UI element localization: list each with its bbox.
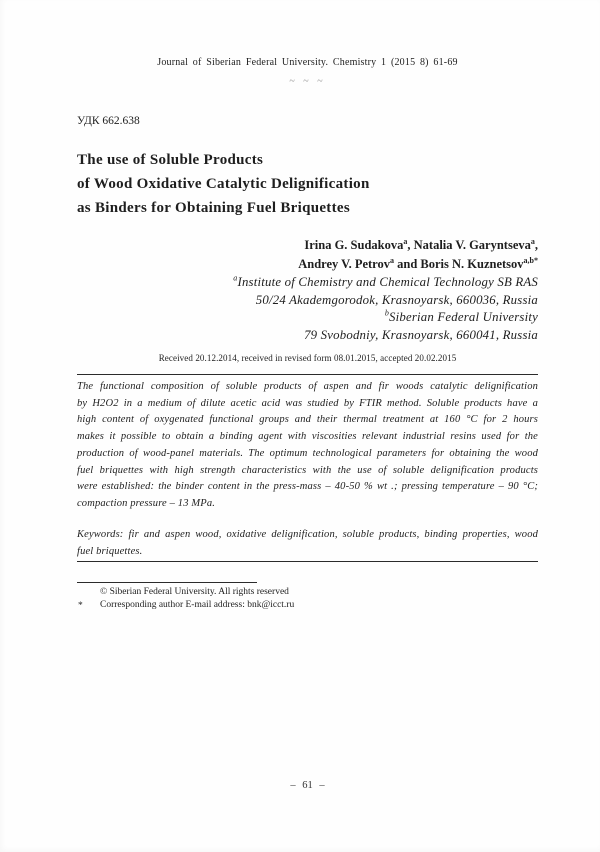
keywords-block — [77, 527, 538, 560]
author-name: Boris N. Kuznetsov — [420, 257, 524, 271]
footnote-copyright — [77, 586, 538, 599]
authors-line-1 — [77, 236, 538, 255]
tilde-separator: ~ ~ ~ — [289, 76, 326, 87]
abstract-line: compaction pressure – 13 MPa. — [77, 497, 216, 509]
affiliation-superscript: b — [384, 308, 390, 318]
abstract-line: high content of oxygenated functional groups and their thermal treatment at 160 °C for 2 hours — [77, 414, 538, 426]
affiliation-a-address: 50/24 Akademgorodok, Krasnoyarsk, 660036, Russia — [255, 292, 538, 307]
received-dates-line: Received 20.12.2014, received in revised form 08.01.2015, accepted 20.02.2015 — [158, 353, 457, 363]
page-number: – 61 – — [290, 780, 325, 791]
author-separator: , — [407, 238, 414, 252]
abstract-line: The functional composition of soluble products of aspen and fir woods catalytic delignification — [77, 381, 538, 392]
journal-header-line: Journal of Siberian Federal University. Chemistry 1 (2015 8) 61-69 — [157, 57, 458, 68]
page-content — [77, 0, 538, 852]
abstract-bottom-rule — [77, 561, 538, 562]
footnote-separator-rule — [77, 582, 257, 583]
abstract-line: were established: the binder content in the press-mass – 40-50 % wt .; pressing temperature – 90 °C; — [77, 481, 538, 493]
footnote-corresponding — [77, 599, 538, 612]
affiliation-b-name — [77, 309, 538, 327]
affiliation-a-name — [77, 274, 538, 292]
authors-line-2 — [77, 255, 538, 274]
abstract-line: fuel briquettes with high strength characteristics with the use of soluble delignification products — [77, 464, 538, 476]
authors-block — [77, 236, 538, 274]
abstract-line: makes it possible to obtain a binding agent with viscosities relevant industrial resins used for the — [77, 431, 538, 443]
abstract-line: production of wood-panel materials. The optimum technological parameters for obtaining the wood — [77, 447, 538, 459]
footnote-asterisk: * — [78, 600, 83, 611]
udc-code: УДК 662.638 — [77, 115, 140, 127]
abstract-text — [77, 379, 538, 513]
author-superscript: a — [390, 255, 395, 265]
keywords-line: fuel briquettes. — [77, 545, 143, 557]
affiliation-b-address: 79 Svobodniy, Krasnoyarsk, 660041, Russia — [304, 327, 538, 342]
paper-title — [77, 148, 538, 220]
footnote-copyright-text: © Siberian Federal University. All rights reserved — [100, 587, 289, 597]
author-name: Irina G. Sudakova — [304, 238, 404, 252]
author-superscript: a,b* — [523, 255, 538, 265]
footnote-corresponding-text: Corresponding author E-mail address: bnk@icct.ru — [100, 599, 295, 610]
footnote-block — [77, 586, 538, 611]
abstract-line: by H2O2 in a medium of dilute acetic acid was studied by FTIR method. Soluble products have a — [77, 397, 538, 409]
affiliation-text: Siberian Federal University — [389, 310, 538, 324]
affiliation-superscript: a — [233, 273, 238, 283]
author-name: Andrey V. Petrov — [298, 257, 391, 271]
author-line-tail: , — [534, 238, 538, 252]
author-superscript: a — [403, 236, 408, 246]
title-line-1: The use of Soluble Products — [77, 152, 264, 168]
keywords-line: Keywords: fir and aspen wood, oxidative delignification, soluble products, binding properties, wood — [77, 529, 538, 540]
abstract-top-rule — [77, 374, 538, 375]
title-line-2: of Wood Oxidative Catalytic Delignification — [77, 176, 370, 192]
author-name: Natalia V. Garyntseva — [413, 238, 531, 252]
affiliations-block — [77, 274, 538, 344]
affiliation-text: Institute of Chemistry and Chemical Technology SB RAS — [237, 275, 538, 289]
author-superscript: a — [530, 236, 535, 246]
title-line-3: as Binders for Obtaining Fuel Briquettes — [77, 200, 350, 216]
author-separator: and — [394, 257, 421, 271]
